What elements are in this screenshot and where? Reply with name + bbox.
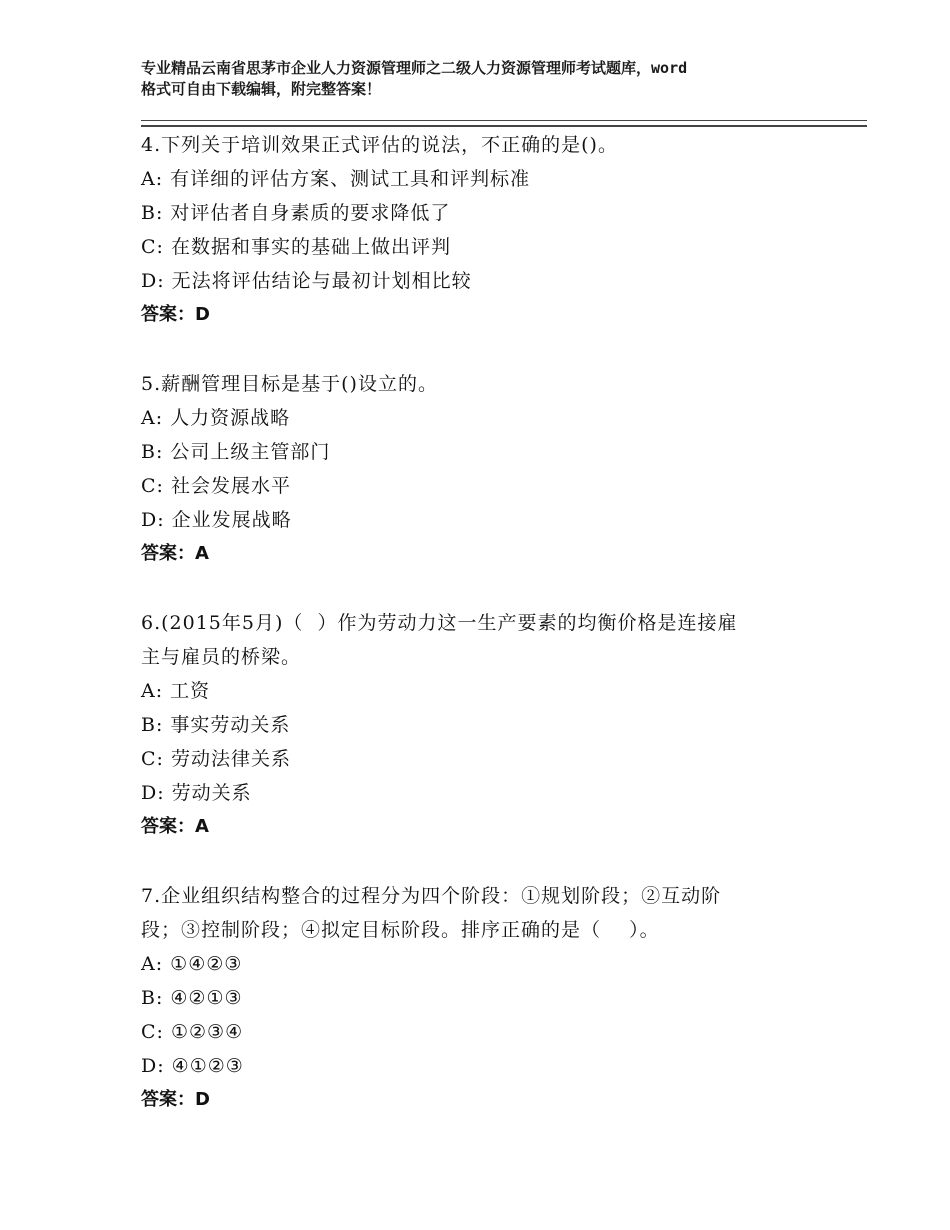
option-a: A: 人力资源战略 <box>141 407 291 429</box>
option-d: D: 劳动关系 <box>141 782 252 804</box>
header-divider-thick <box>141 125 867 127</box>
question-item <box>141 879 831 1117</box>
answer-label: 答案：D <box>141 304 210 325</box>
option-c: C: 劳动法律关系 <box>141 748 291 770</box>
option-b: B: 对评估者自身素质的要求降低了 <box>141 202 451 224</box>
option-b: B: 事实劳动关系 <box>141 714 291 736</box>
question-item <box>141 128 831 332</box>
document-header <box>141 58 841 100</box>
answer-label: 答案：A <box>141 816 209 837</box>
question-item <box>141 606 831 844</box>
question-stem-continued: 段；③控制阶段；④拟定目标阶段。排序正确的是（ ）。 <box>141 919 660 941</box>
question-stem: 5.薪酬管理目标是基于()设立的。 <box>141 373 438 395</box>
option-a: A: ①④②③ <box>141 953 243 975</box>
option-d: D: 企业发展战略 <box>141 509 292 531</box>
question-stem: 6.(2015年5月)（ ）作为劳动力这一生产要素的均衡价格是连接雇 <box>141 612 738 634</box>
header-line-1: 专业精品云南省思茅市企业人力资源管理师之二级人力资源管理师考试题库，word <box>141 59 688 77</box>
option-d: D: 无法将评估结论与最初计划相比较 <box>141 270 472 292</box>
header-divider-thin <box>141 120 867 121</box>
question-stem-continued: 主与雇员的桥梁。 <box>141 646 302 668</box>
option-c: C: 社会发展水平 <box>141 475 291 497</box>
question-stem: 4.下列关于培训效果正式评估的说法，不正确的是()。 <box>141 134 618 156</box>
option-b: B: 公司上级主管部门 <box>141 441 331 463</box>
header-line-2: 格式可自由下载编辑，附完整答案！ <box>141 80 382 98</box>
option-a: A: 工资 <box>141 680 211 702</box>
option-b: B: ④②①③ <box>141 987 243 1009</box>
question-list <box>141 128 831 1152</box>
option-c: C: ①②③④ <box>141 1021 244 1043</box>
option-c: C: 在数据和事实的基础上做出评判 <box>141 236 451 258</box>
answer-label: 答案：D <box>141 1089 210 1110</box>
option-d: D: ④①②③ <box>141 1055 244 1077</box>
answer-label: 答案：A <box>141 543 209 564</box>
question-stem: 7.企业组织结构整合的过程分为四个阶段：①规划阶段；②互动阶 <box>141 885 722 907</box>
question-item <box>141 367 831 571</box>
option-a: A: 有详细的评估方案、测试工具和评判标准 <box>141 168 531 190</box>
